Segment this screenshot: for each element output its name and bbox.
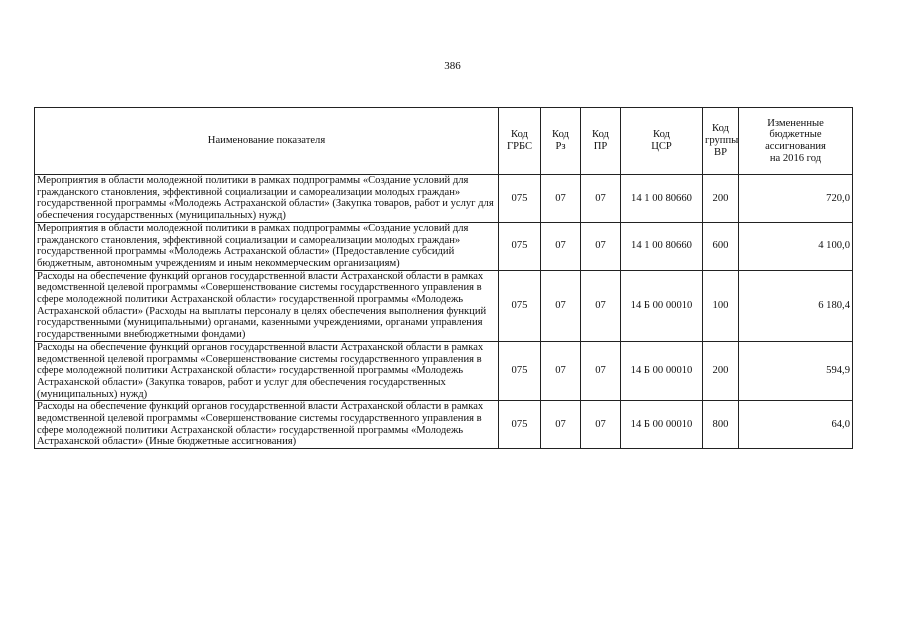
- header-sum-line1: Измененные: [767, 117, 824, 129]
- header-grbs-line1: Код: [511, 129, 528, 141]
- row-rz: 07: [541, 270, 581, 341]
- row-pr: 07: [581, 222, 621, 270]
- header-rz-line2: Рз: [555, 141, 566, 152]
- table-row: [35, 270, 853, 341]
- row-vr: 600: [703, 222, 739, 270]
- row-sum: 6 180,4: [739, 270, 853, 341]
- row-csr: 14 1 00 80660: [621, 175, 703, 223]
- header-pr-line1: Код: [592, 129, 609, 141]
- row-csr: 14 Б 00 00010: [621, 270, 703, 341]
- table-row: [35, 222, 853, 270]
- row-sum: 4 100,0: [739, 222, 853, 270]
- row-name: Расходы на обеспечение функций органов государственной власти Астраханской области в рамках ведомственной целевой программы «Совершенствование системы государственного управления в сфере молодежной политики Астраханской области» государственной программы «Молодежь Астраханской области» (Расходы на выплаты персоналу в целях обеспечения выполнения функций государственными (муниципальными) органами, казенными учреждениями, органами управления государственными внебюджетными фондами): [35, 270, 499, 341]
- budget-table: [34, 107, 853, 449]
- row-pr: 07: [581, 401, 621, 449]
- header-vr: [703, 108, 739, 175]
- row-sum: 594,9: [739, 341, 853, 401]
- row-name: Мероприятия в области молодежной политики в рамках подпрограммы «Создание условий для гражданского становления, эффективной социализации и самореализации молодых граждан» государственной программы «Молодежь Астраханской области» (Закупка товаров, работ и услуг для обеспечения государственных (муниципальных) нужд): [35, 175, 499, 223]
- row-pr: 07: [581, 270, 621, 341]
- table-row: [35, 175, 853, 223]
- row-vr: 200: [703, 341, 739, 401]
- row-csr: 14 Б 00 00010: [621, 401, 703, 449]
- header-csr-line2: ЦСР: [651, 141, 672, 152]
- row-name: Расходы на обеспечение функций органов государственной власти Астраханской области в рамках ведомственной целевой программы «Совершенствование системы государственного управления в сфере молодежной политики Астраханской области» государственной программы «Молодежь Астраханской области» (Иные бюджетные ассигнования): [35, 401, 499, 449]
- header-sum-line4: на 2016 год: [769, 152, 822, 164]
- row-rz: 07: [541, 222, 581, 270]
- header-vr-line1: Код: [712, 123, 729, 135]
- row-pr: 07: [581, 341, 621, 401]
- row-rz: 07: [541, 175, 581, 223]
- row-grbs: 075: [499, 222, 541, 270]
- row-pr: 07: [581, 175, 621, 223]
- row-vr: 800: [703, 401, 739, 449]
- row-sum: 64,0: [739, 401, 853, 449]
- header-vr-line2: группы: [705, 135, 739, 147]
- row-grbs: 075: [499, 175, 541, 223]
- table-row: [35, 401, 853, 449]
- row-vr: 100: [703, 270, 739, 341]
- header-csr-line1: Код: [653, 129, 670, 141]
- row-name: Мероприятия в области молодежной политики в рамках подпрограммы «Создание условий для гражданского становления, эффективной социализации и самореализации молодых граждан» государственной программы «Молодежь Астраханской области» (Предоставление субсидий бюджетным, автономным учреждениям и иным некоммерческим организациям): [35, 222, 499, 270]
- row-grbs: 075: [499, 401, 541, 449]
- row-csr: 14 1 00 80660: [621, 222, 703, 270]
- row-grbs: 075: [499, 270, 541, 341]
- header-grbs-line2: ГРБС: [506, 141, 533, 152]
- header-pr-line2: ПР: [593, 141, 608, 152]
- row-name: Расходы на обеспечение функций органов государственной власти Астраханской области в рамках ведомственной целевой программы «Совершенствование системы государственного управления в сфере молодежной политики Астраханской области» государственной программы «Молодежь Астраханской области» (Закупка товаров, работ и услуг для обеспечения государственных (муниципальных) нужд): [35, 341, 499, 401]
- row-sum: 720,0: [739, 175, 853, 223]
- header-name: Наименование показателя: [35, 108, 499, 175]
- row-rz: 07: [541, 401, 581, 449]
- header-sum-line3: ассигнования: [765, 141, 826, 152]
- header-pr: [581, 108, 621, 175]
- table-row: [35, 341, 853, 401]
- header-sum-line2: бюджетные: [769, 129, 822, 141]
- header-vr-line3: ВР: [714, 146, 727, 158]
- page-number: 386: [444, 60, 461, 72]
- row-csr: 14 Б 00 00010: [621, 341, 703, 401]
- header-sum: [739, 108, 853, 175]
- header-rz: [541, 108, 581, 175]
- row-grbs: 075: [499, 341, 541, 401]
- header-csr: [621, 108, 703, 175]
- header-grbs: [499, 108, 541, 175]
- row-vr: 200: [703, 175, 739, 223]
- row-rz: 07: [541, 341, 581, 401]
- table-header-row: [35, 108, 853, 175]
- header-rz-line1: Код: [552, 129, 569, 141]
